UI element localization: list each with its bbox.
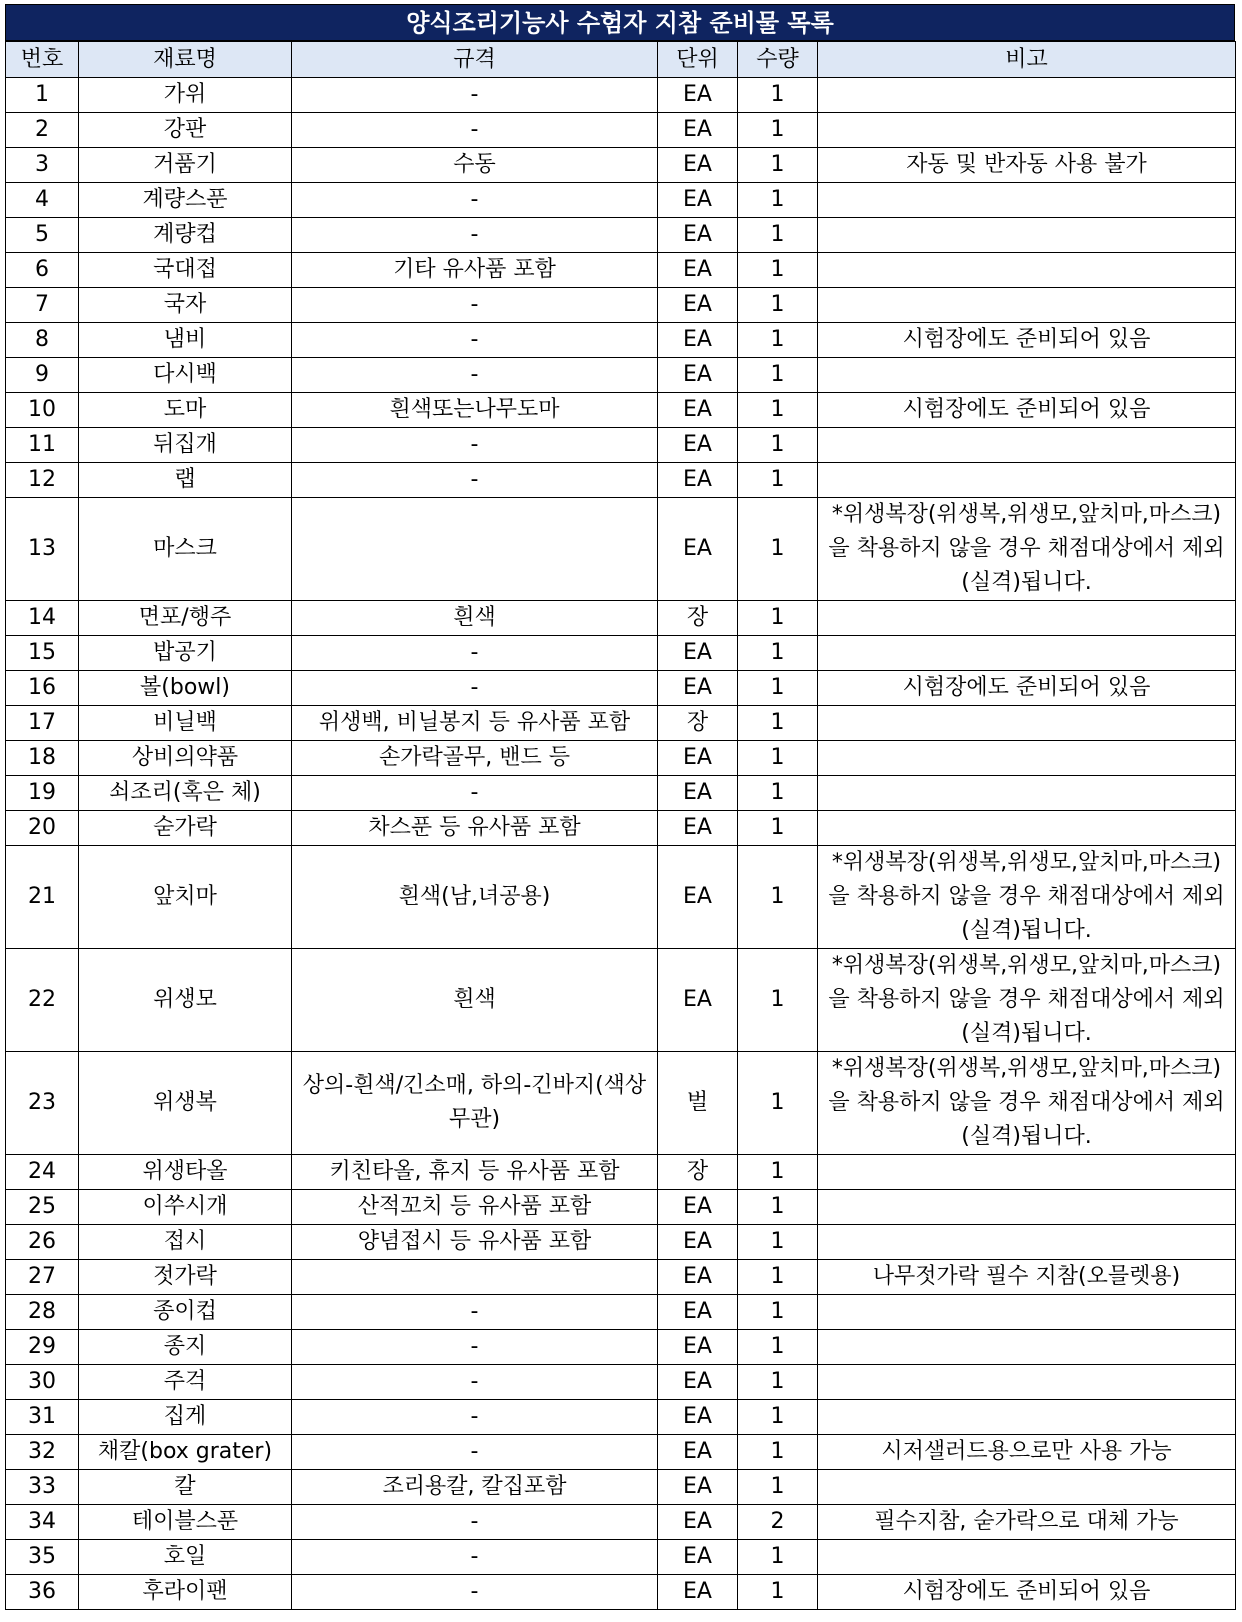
table-row [6, 636, 1236, 671]
cell-unit: EA [658, 288, 738, 323]
cell-quantity: 1 [738, 1330, 818, 1365]
cell-spec: - [292, 1505, 658, 1540]
cell-unit: EA [658, 1470, 738, 1505]
cell-spec: - [292, 113, 658, 148]
table-row [6, 498, 1236, 601]
cell-unit: EA [658, 113, 738, 148]
cell-spec: - [292, 1330, 658, 1365]
cell-note: 시험장에도 준비되어 있음 [818, 1575, 1236, 1610]
cell-unit: EA [658, 323, 738, 358]
cell-number: 33 [6, 1470, 79, 1505]
cell-quantity: 1 [738, 253, 818, 288]
cell-quantity: 1 [738, 776, 818, 811]
cell-quantity: 1 [738, 706, 818, 741]
cell-spec: - [292, 776, 658, 811]
cell-item-name: 거품기 [79, 148, 292, 183]
cell-spec: - [292, 671, 658, 706]
cell-unit: EA [658, 428, 738, 463]
header-number: 번호 [6, 42, 79, 78]
cell-quantity: 1 [738, 671, 818, 706]
cell-note: 필수지참, 숟가락으로 대체 가능 [818, 1505, 1236, 1540]
cell-quantity: 1 [738, 741, 818, 776]
cell-unit: 장 [658, 1155, 738, 1190]
cell-note [818, 636, 1236, 671]
cell-spec [292, 1260, 658, 1295]
cell-unit: 장 [658, 601, 738, 636]
cell-spec: - [292, 183, 658, 218]
cell-number: 24 [6, 1155, 79, 1190]
cell-spec: 흰색또는나무도마 [292, 393, 658, 428]
cell-note [818, 1470, 1236, 1505]
cell-number: 2 [6, 113, 79, 148]
cell-item-name: 접시 [79, 1225, 292, 1260]
cell-quantity: 1 [738, 148, 818, 183]
cell-item-name: 밥공기 [79, 636, 292, 671]
cell-note [818, 1225, 1236, 1260]
cell-note: 나무젓가락 필수 지참(오믈렛용) [818, 1260, 1236, 1295]
cell-quantity: 1 [738, 393, 818, 428]
cell-note [818, 741, 1236, 776]
table-row [6, 148, 1236, 183]
cell-spec: - [292, 218, 658, 253]
cell-spec: 위생백, 비닐봉지 등 유사품 포함 [292, 706, 658, 741]
cell-number: 32 [6, 1435, 79, 1470]
table-row [6, 1470, 1236, 1505]
cell-quantity: 1 [738, 323, 818, 358]
header-quantity: 수량 [738, 42, 818, 78]
cell-item-name: 주걱 [79, 1365, 292, 1400]
cell-unit: EA [658, 393, 738, 428]
cell-unit: 장 [658, 706, 738, 741]
cell-number: 30 [6, 1365, 79, 1400]
cell-unit: EA [658, 741, 738, 776]
cell-quantity: 1 [738, 1052, 818, 1155]
cell-spec: - [292, 1295, 658, 1330]
header-unit: 단위 [658, 42, 738, 78]
cell-spec: 수동 [292, 148, 658, 183]
table-row [6, 183, 1236, 218]
cell-item-name: 이쑤시개 [79, 1190, 292, 1225]
supply-table [5, 41, 1236, 1610]
table-row [6, 1260, 1236, 1295]
cell-item-name: 상비의약품 [79, 741, 292, 776]
table-row [6, 78, 1236, 113]
cell-unit: EA [658, 498, 738, 601]
sheet-title: 양식조리기능사 수험자 지참 준비물 목록 [5, 4, 1235, 41]
table-row [6, 949, 1236, 1052]
cell-spec: - [292, 1435, 658, 1470]
cell-unit: EA [658, 183, 738, 218]
cell-quantity: 1 [738, 1295, 818, 1330]
cell-quantity: 1 [738, 78, 818, 113]
cell-spec: - [292, 428, 658, 463]
cell-note: *위생복장(위생복,위생모,앞치마,마스크)을 착용하지 않을 경우 채점대상에서 제외(실격)됩니다. [818, 1052, 1236, 1155]
cell-item-name: 국자 [79, 288, 292, 323]
cell-note [818, 1540, 1236, 1575]
table-row [6, 463, 1236, 498]
cell-spec: 손가락골무, 밴드 등 [292, 741, 658, 776]
cell-note [818, 218, 1236, 253]
cell-spec: 키친타올, 휴지 등 유사품 포함 [292, 1155, 658, 1190]
table-row [6, 1505, 1236, 1540]
cell-item-name: 칼 [79, 1470, 292, 1505]
cell-note [818, 1155, 1236, 1190]
cell-note [818, 78, 1236, 113]
cell-number: 6 [6, 253, 79, 288]
cell-quantity: 1 [738, 1400, 818, 1435]
cell-note [818, 358, 1236, 393]
table-row [6, 1330, 1236, 1365]
table-row [6, 601, 1236, 636]
cell-note: 시저샐러드용으로만 사용 가능 [818, 1435, 1236, 1470]
cell-spec: - [292, 288, 658, 323]
table-row [6, 323, 1236, 358]
cell-quantity: 1 [738, 1575, 818, 1610]
cell-quantity: 1 [738, 1365, 818, 1400]
cell-item-name: 채칼(box grater) [79, 1435, 292, 1470]
cell-item-name: 국대접 [79, 253, 292, 288]
table-row [6, 1435, 1236, 1470]
table-row [6, 1575, 1236, 1610]
cell-number: 12 [6, 463, 79, 498]
cell-unit: EA [658, 846, 738, 949]
cell-item-name: 볼(bowl) [79, 671, 292, 706]
table-row [6, 1540, 1236, 1575]
cell-spec: 흰색 [292, 949, 658, 1052]
cell-number: 13 [6, 498, 79, 601]
cell-quantity: 1 [738, 288, 818, 323]
cell-unit: EA [658, 78, 738, 113]
cell-quantity: 1 [738, 811, 818, 846]
table-row [6, 776, 1236, 811]
cell-number: 15 [6, 636, 79, 671]
cell-item-name: 계량스푼 [79, 183, 292, 218]
cell-quantity: 1 [738, 183, 818, 218]
table-row [6, 1155, 1236, 1190]
cell-quantity: 2 [738, 1505, 818, 1540]
cell-spec [292, 498, 658, 601]
cell-number: 26 [6, 1225, 79, 1260]
cell-quantity: 1 [738, 1190, 818, 1225]
cell-unit: EA [658, 949, 738, 1052]
cell-quantity: 1 [738, 218, 818, 253]
supply-list-sheet [5, 4, 1235, 1610]
cell-item-name: 랩 [79, 463, 292, 498]
cell-item-name: 숟가락 [79, 811, 292, 846]
cell-spec: 산적꼬치 등 유사품 포함 [292, 1190, 658, 1225]
cell-item-name: 위생복 [79, 1052, 292, 1155]
cell-number: 5 [6, 218, 79, 253]
cell-note [818, 183, 1236, 218]
cell-quantity: 1 [738, 1540, 818, 1575]
cell-quantity: 1 [738, 1435, 818, 1470]
cell-note [818, 428, 1236, 463]
cell-item-name: 도마 [79, 393, 292, 428]
table-row [6, 428, 1236, 463]
cell-note [818, 776, 1236, 811]
cell-spec: - [292, 636, 658, 671]
cell-note [818, 706, 1236, 741]
cell-quantity: 1 [738, 428, 818, 463]
cell-number: 29 [6, 1330, 79, 1365]
cell-unit: EA [658, 1295, 738, 1330]
cell-unit: EA [658, 358, 738, 393]
cell-spec: - [292, 323, 658, 358]
header-spec: 규격 [292, 42, 658, 78]
cell-item-name: 집게 [79, 1400, 292, 1435]
cell-note [818, 1400, 1236, 1435]
cell-quantity: 1 [738, 113, 818, 148]
cell-item-name: 면포/행주 [79, 601, 292, 636]
cell-item-name: 마스크 [79, 498, 292, 601]
cell-number: 27 [6, 1260, 79, 1295]
cell-number: 19 [6, 776, 79, 811]
cell-item-name: 냄비 [79, 323, 292, 358]
cell-item-name: 위생모 [79, 949, 292, 1052]
cell-note: 시험장에도 준비되어 있음 [818, 323, 1236, 358]
cell-unit: EA [658, 463, 738, 498]
cell-spec: 조리용칼, 칼집포함 [292, 1470, 658, 1505]
cell-note [818, 1365, 1236, 1400]
table-row [6, 218, 1236, 253]
cell-number: 25 [6, 1190, 79, 1225]
cell-unit: EA [658, 1330, 738, 1365]
cell-number: 36 [6, 1575, 79, 1610]
cell-spec: 기타 유사품 포함 [292, 253, 658, 288]
table-row [6, 393, 1236, 428]
cell-note: 시험장에도 준비되어 있음 [818, 393, 1236, 428]
cell-number: 11 [6, 428, 79, 463]
table-row [6, 1190, 1236, 1225]
table-row [6, 1225, 1236, 1260]
table-row [6, 358, 1236, 393]
cell-number: 17 [6, 706, 79, 741]
cell-quantity: 1 [738, 846, 818, 949]
table-row [6, 1400, 1236, 1435]
cell-note [818, 1190, 1236, 1225]
cell-item-name: 가위 [79, 78, 292, 113]
cell-note [818, 601, 1236, 636]
cell-quantity: 1 [738, 601, 818, 636]
cell-unit: EA [658, 1365, 738, 1400]
table-row [6, 1052, 1236, 1155]
cell-item-name: 후라이팬 [79, 1575, 292, 1610]
cell-quantity: 1 [738, 498, 818, 601]
table-row [6, 846, 1236, 949]
cell-unit: EA [658, 1225, 738, 1260]
cell-spec: - [292, 1540, 658, 1575]
cell-number: 22 [6, 949, 79, 1052]
cell-note: *위생복장(위생복,위생모,앞치마,마스크)을 착용하지 않을 경우 채점대상에서 제외(실격)됩니다. [818, 949, 1236, 1052]
cell-item-name: 계량컵 [79, 218, 292, 253]
cell-quantity: 1 [738, 636, 818, 671]
cell-unit: EA [658, 218, 738, 253]
cell-spec: 흰색 [292, 601, 658, 636]
cell-note [818, 253, 1236, 288]
cell-unit: EA [658, 1540, 738, 1575]
cell-item-name: 뒤집개 [79, 428, 292, 463]
table-row [6, 811, 1236, 846]
cell-item-name: 강판 [79, 113, 292, 148]
cell-note: *위생복장(위생복,위생모,앞치마,마스크)을 착용하지 않을 경우 채점대상에서 제외(실격)됩니다. [818, 846, 1236, 949]
cell-number: 34 [6, 1505, 79, 1540]
cell-spec: - [292, 1365, 658, 1400]
cell-unit: EA [658, 1435, 738, 1470]
cell-number: 8 [6, 323, 79, 358]
cell-number: 10 [6, 393, 79, 428]
cell-unit: EA [658, 811, 738, 846]
cell-spec: - [292, 463, 658, 498]
table-row [6, 671, 1236, 706]
cell-note: 시험장에도 준비되어 있음 [818, 671, 1236, 706]
cell-item-name: 테이블스푼 [79, 1505, 292, 1540]
cell-unit: EA [658, 636, 738, 671]
cell-note: *위생복장(위생복,위생모,앞치마,마스크)을 착용하지 않을 경우 채점대상에서 제외(실격)됩니다. [818, 498, 1236, 601]
cell-spec: - [292, 1400, 658, 1435]
cell-number: 3 [6, 148, 79, 183]
cell-note [818, 463, 1236, 498]
cell-unit: EA [658, 1190, 738, 1225]
cell-unit: EA [658, 148, 738, 183]
cell-spec: - [292, 1575, 658, 1610]
cell-quantity: 1 [738, 949, 818, 1052]
cell-number: 14 [6, 601, 79, 636]
cell-quantity: 1 [738, 1225, 818, 1260]
cell-spec: - [292, 358, 658, 393]
cell-note: 자동 및 반자동 사용 불가 [818, 148, 1236, 183]
cell-number: 1 [6, 78, 79, 113]
cell-number: 35 [6, 1540, 79, 1575]
cell-number: 28 [6, 1295, 79, 1330]
cell-unit: EA [658, 1505, 738, 1540]
cell-note [818, 1330, 1236, 1365]
table-row [6, 1365, 1236, 1400]
cell-spec: 양념접시 등 유사품 포함 [292, 1225, 658, 1260]
cell-number: 18 [6, 741, 79, 776]
header-note: 비고 [818, 42, 1236, 78]
table-row [6, 706, 1236, 741]
cell-unit: EA [658, 1260, 738, 1295]
cell-quantity: 1 [738, 1260, 818, 1295]
cell-item-name: 젓가락 [79, 1260, 292, 1295]
cell-item-name: 종이컵 [79, 1295, 292, 1330]
cell-number: 21 [6, 846, 79, 949]
cell-quantity: 1 [738, 1155, 818, 1190]
cell-number: 20 [6, 811, 79, 846]
table-row [6, 1295, 1236, 1330]
cell-note [818, 811, 1236, 846]
table-row [6, 288, 1236, 323]
cell-item-name: 쇠조리(혹은 체) [79, 776, 292, 811]
cell-item-name: 다시백 [79, 358, 292, 393]
cell-quantity: 1 [738, 1470, 818, 1505]
cell-number: 9 [6, 358, 79, 393]
cell-item-name: 앞치마 [79, 846, 292, 949]
cell-unit: EA [658, 1575, 738, 1610]
cell-spec: 상의-흰색/긴소매, 하의-긴바지(색상무관) [292, 1052, 658, 1155]
cell-number: 23 [6, 1052, 79, 1155]
cell-unit: EA [658, 671, 738, 706]
header-item-name: 재료명 [79, 42, 292, 78]
cell-item-name: 호일 [79, 1540, 292, 1575]
cell-number: 4 [6, 183, 79, 218]
cell-note [818, 113, 1236, 148]
cell-unit: EA [658, 776, 738, 811]
cell-spec: - [292, 78, 658, 113]
cell-item-name: 위생타올 [79, 1155, 292, 1190]
cell-item-name: 비닐백 [79, 706, 292, 741]
cell-number: 16 [6, 671, 79, 706]
cell-unit: EA [658, 1400, 738, 1435]
cell-note [818, 1295, 1236, 1330]
table-row [6, 113, 1236, 148]
cell-number: 31 [6, 1400, 79, 1435]
cell-unit: EA [658, 253, 738, 288]
table-row [6, 741, 1236, 776]
cell-number: 7 [6, 288, 79, 323]
cell-quantity: 1 [738, 463, 818, 498]
cell-unit: 벌 [658, 1052, 738, 1155]
cell-spec: 차스푼 등 유사품 포함 [292, 811, 658, 846]
cell-note [818, 288, 1236, 323]
cell-spec: 흰색(남,녀공용) [292, 846, 658, 949]
header-row [6, 42, 1236, 78]
table-row [6, 253, 1236, 288]
cell-quantity: 1 [738, 358, 818, 393]
cell-item-name: 종지 [79, 1330, 292, 1365]
